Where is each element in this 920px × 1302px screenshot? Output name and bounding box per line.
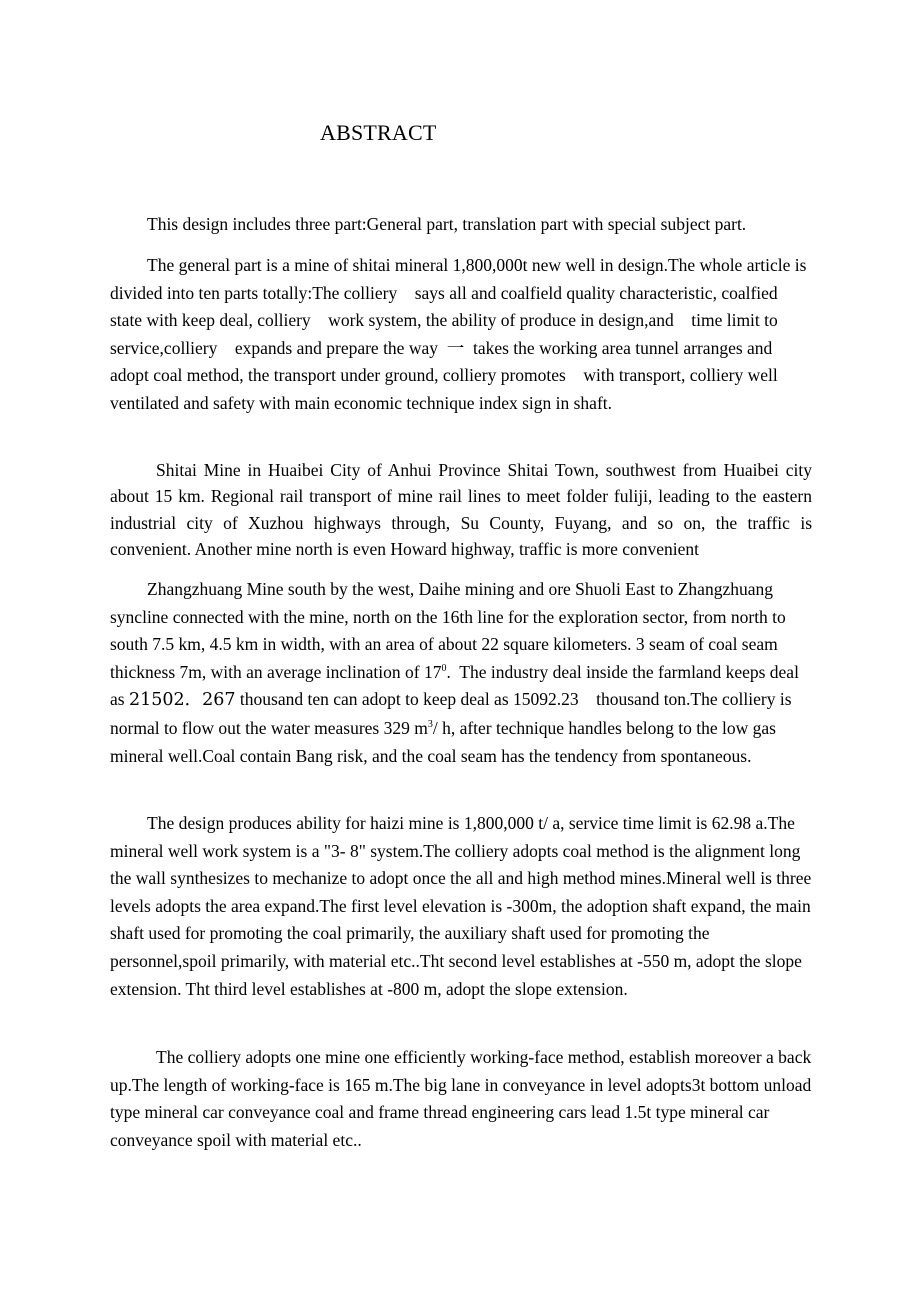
mine-field-text-a: Zhangzhuang Mine south by the west, Daihe mining and ore Shuoli East to Zhangzhuang syncline connected with the mine, north on the 16th line for the exploration sector, from north to south 7.5 km, 4.5 km in width, with an area of about 22 square kilometers. 3 seam of coal seam thickness 7m, with an average inclination of 17 xyxy=(110,579,791,682)
paragraph-mine-location: Shitai Mine in Huaibei City of Anhui Province Shitai Town, southwest from Huaibei city about 15 km. Regional rail transport of mine rail lines to meet folder fuliji, leading to the eastern industrial city of Xuzhou highways through, Su County, Fuyang, and so on, the traffic is convenient. Another mine north is even Howard highway, traffic is more convenient xyxy=(110,460,812,560)
paragraph-design-capacity: The design produces ability for haizi mine is 1,800,000 t/ a, service time limit is 62.98 a.The mineral well work system is a "3- 8" system.The colliery adopts coal method is the alignment long the wall synthesizes to mechanize to adopt once the all and high method mines.Mineral well is three levels adopts the area expand.The first level elevation is -300m, the adoption shaft expand, the main shaft used for promoting the coal primarily, the auxiliary shaft used for promoting the personnel,spoil primarily, with material etc..Tht second level establishes at -550 m, adopt the slope extension. Tht third level establishes at -800 m, adopt the slope extension. xyxy=(110,813,812,999)
paragraph-general-part: The general part is a mine of shitai mineral 1,800,000t new well in design.The whole article is divided into ten parts totally:The colliery says all and coalfield quality characteristic, coalfied state with keep deal, colliery work system, the ability of produce in design,and time limit to service,colliery expands and prepare the way 一 takes the working area tunnel arranges and adopt coal method, the transport under ground, colliery promotes with transport, colliery well ventilated and safety with main economic technique index sign in shaft. xyxy=(110,255,811,413)
degree-superscript: 0 xyxy=(441,662,447,674)
mine-field-text-b: . The industry deal inside the farmland keeps deal as xyxy=(110,661,804,710)
paragraph-working-face: The colliery adopts one mine one efficiently working-face method, establish moreover a back up.The length of working-face is 165 m.The big lane in conveyance in level adopts3t bottom unload type mineral car conveyance coal and frame thread engineering cars lead 1.5t type mineral car conveyance spoil with material etc.. xyxy=(110,1047,812,1150)
mine-field-text-d: / h, after technique handles belong to the low gas mineral well.Coal contain Bang risk, and the coal seam has the tendency from spontaneous. xyxy=(110,717,781,766)
cubic-superscript: 3 xyxy=(427,719,433,731)
paragraph-parts-overview: This design includes three part:General part, translation part with special subject part. xyxy=(147,214,747,234)
paragraph-mine-field xyxy=(110,576,812,770)
reserve-value: 21502．267 xyxy=(128,690,236,711)
abstract-title: ABSTRACT xyxy=(320,120,437,145)
mine-field-text-c: thousand ten can adopt to keep deal as 15092.23 thousand ton.The colliery is normal to flow out the water measures 329 m xyxy=(110,689,796,738)
